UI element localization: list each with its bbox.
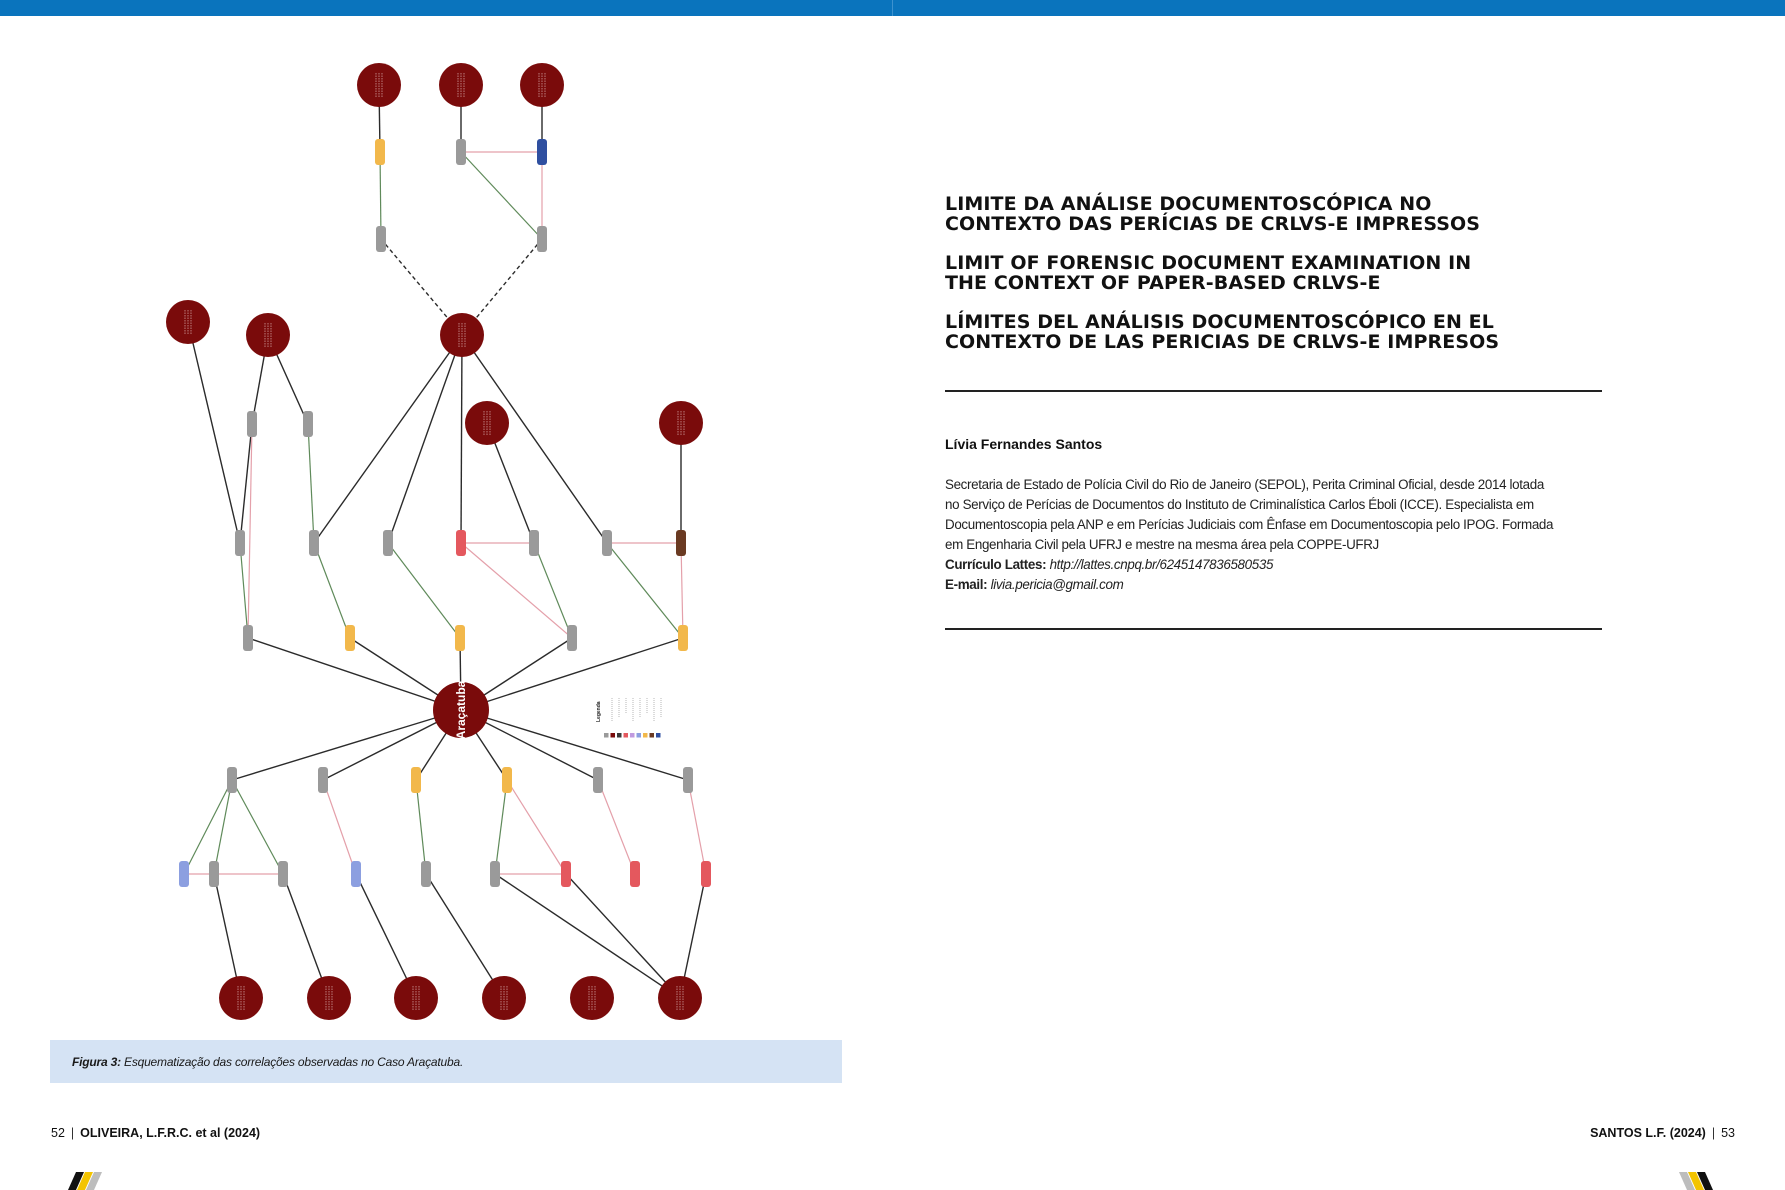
diagram-edge [461, 152, 542, 239]
figure-caption-body: Esquematização das correlações observadas no Caso Araçatuba. [120, 1054, 464, 1069]
figure-caption-label: Figura 3: [72, 1054, 121, 1069]
diagram-pill-node [602, 530, 612, 556]
running-citation-left: OLIVEIRA, L.F.R.C. et al (2024) [80, 1126, 261, 1140]
diagram-edge [607, 543, 683, 638]
figure-caption [50, 1040, 842, 1083]
lattes-label: Currículo Lattes: [945, 557, 1047, 572]
diagram-pill-node [593, 767, 603, 793]
diagram-circle-node [246, 313, 290, 357]
diagram-edges [184, 85, 706, 998]
diagram-edge [598, 780, 635, 874]
title-portuguese [945, 194, 1585, 234]
title-spanish [945, 312, 1585, 352]
diagram-legend [596, 698, 661, 738]
diagram-pill-node [490, 861, 500, 887]
diagram-pill-node [455, 625, 465, 651]
decorative-stripes-right [1675, 1172, 1735, 1190]
diagram-pill-node [383, 530, 393, 556]
divider-bottom [945, 628, 1602, 630]
diagram-edge [308, 424, 314, 543]
diagram-edge [388, 543, 460, 638]
diagram-pill-node [502, 767, 512, 793]
email-link[interactable]: livia.pericia@gmail.com [990, 577, 1124, 592]
legend-title: Legenda [596, 701, 602, 722]
diagram-edge [188, 322, 240, 543]
title-en-line-2: THE CONTEXT OF PAPER-BASED CRLVS-E [945, 272, 1381, 294]
diagram-pill-node [537, 139, 547, 165]
diagram-pill-node [537, 226, 547, 252]
legend-swatch [656, 733, 661, 738]
diagram-circle-node [658, 976, 702, 1020]
diagram-pill-node [235, 530, 245, 556]
diagram-pill-node [209, 861, 219, 887]
diagram-pill-node [630, 861, 640, 887]
diagram-edge [461, 335, 462, 543]
diagram-circle-node [570, 976, 614, 1020]
bio-line: em Engenharia Civil pela UFRJ e mestre na mesma área pela COPPE-UFRJ [945, 537, 1379, 552]
diagram-pill-node [376, 226, 386, 252]
diagram-circle-node [440, 313, 484, 357]
diagram-edge [495, 780, 507, 874]
diagram-edge [461, 543, 572, 638]
diagram-pill-node [421, 861, 431, 887]
diagram-circle-node [439, 63, 483, 107]
correlation-diagram [0, 0, 860, 1040]
legend-swatch [604, 733, 609, 738]
diagram-edge [688, 780, 706, 874]
figure-caption-text [72, 1055, 463, 1069]
diagram-pill-node [529, 530, 539, 556]
diagram-pill-node [701, 861, 711, 887]
diagram-nodes [166, 63, 711, 1020]
diagram-pill-node [683, 767, 693, 793]
diagram-edge [214, 780, 232, 874]
legend-swatch [650, 733, 655, 738]
diagram-pill-node [567, 625, 577, 651]
diagram-edge [507, 780, 566, 874]
diagram-edge [380, 152, 381, 239]
legend-items [612, 698, 661, 722]
diagram-pill-node [303, 411, 313, 437]
email-line [945, 575, 1585, 595]
legend-swatch [637, 733, 642, 738]
page-number-left: 52 [51, 1126, 65, 1140]
diagram-pill-node [351, 861, 361, 887]
diagram-pill-node [345, 625, 355, 651]
title-en-line-1: LIMIT OF FORENSIC DOCUMENT EXAMINATION IN [945, 252, 1472, 274]
legend-swatch [611, 733, 616, 738]
decorative-stripes-left [60, 1172, 120, 1190]
diagram-edge [232, 710, 461, 780]
diagram-pill-node [243, 625, 253, 651]
diagram-edge [184, 780, 232, 874]
footer-left [51, 1126, 260, 1140]
bio-line: no Serviço de Perícias de Documentos do Instituto de Criminalística Carlos Éboli (ICCE). Especialista em [945, 497, 1534, 512]
diagram-edge [323, 780, 356, 874]
diagram-pill-node [676, 530, 686, 556]
email-label: E-mail: [945, 577, 988, 592]
diagram-pill-node [678, 625, 688, 651]
diagram-pill-node [456, 139, 466, 165]
diagram-edge [416, 780, 426, 874]
diagram-pill-node [227, 767, 237, 793]
diagram-pill-node [278, 861, 288, 887]
header-bar-divider [892, 0, 893, 16]
diagram-circle-node [659, 401, 703, 445]
diagram-circle-node [520, 63, 564, 107]
diagram-pill-node [318, 767, 328, 793]
diagram-pill-node [411, 767, 421, 793]
author-bio [945, 475, 1585, 595]
bio-line: Secretaria de Estado de Polícia Civil do Rio de Janeiro (SEPOL), Perita Criminal Oficial, desde 2014 lotada [945, 477, 1544, 492]
diagram-circle-node [394, 976, 438, 1020]
diagram-edge [314, 543, 350, 638]
diagram-edge [681, 543, 683, 638]
footer-separator: | [1711, 1126, 1716, 1140]
footer-separator: | [70, 1126, 75, 1140]
diagram-circle-node [357, 63, 401, 107]
divider-top [945, 390, 1602, 392]
title-english [945, 253, 1585, 293]
title-pt-line-1: LIMITE DA ANÁLISE DOCUMENTOSCÓPICA NO [945, 193, 1432, 215]
diagram-pill-node [375, 139, 385, 165]
diagram-pill-node [179, 861, 189, 887]
diagram-pill-node [456, 530, 466, 556]
author-name: Lívia Fernandes Santos [945, 436, 1103, 452]
center-node-label: Araçatuba [454, 680, 468, 740]
lattes-line [945, 555, 1585, 575]
diagram-circle-node [166, 300, 210, 344]
running-citation-right: SANTOS L.F. (2024) [1590, 1126, 1706, 1140]
page-number-right: 53 [1721, 1126, 1735, 1140]
diagram-edge [388, 335, 462, 543]
diagram-circle-node [307, 976, 351, 1020]
legend-swatch [643, 733, 648, 738]
diagram-circle-node [465, 401, 509, 445]
legend-swatch [630, 733, 635, 738]
footer-right [1590, 1126, 1735, 1140]
diagram-pill-node [309, 530, 319, 556]
legend-swatch [617, 733, 622, 738]
diagram-edge [240, 543, 248, 638]
diagram-edge [232, 780, 283, 874]
legend-swatches [604, 733, 661, 738]
title-pt-line-2: CONTEXTO DAS PERÍCIAS DE CRLVS-E IMPRESSOS [945, 213, 1481, 235]
legend-swatch [624, 733, 629, 738]
diagram-pill-node [561, 861, 571, 887]
article-titles [945, 194, 1585, 371]
title-es-line-1: LÍMITES DEL ANÁLISIS DOCUMENTOSCÓPICO EN EL [945, 311, 1494, 333]
diagram-circle-node [219, 976, 263, 1020]
lattes-link[interactable]: http://lattes.cnpq.br/6245147836580535 [1049, 557, 1274, 572]
diagram-edge [314, 335, 462, 543]
diagram-pill-node [247, 411, 257, 437]
title-es-line-2: CONTEXTO DE LAS PERICIAS DE CRLVS-E IMPRESOS [945, 331, 1500, 353]
diagram-circle-node [482, 976, 526, 1020]
diagram-edge [534, 543, 572, 638]
bio-line: Documentoscopia pela ANP e em Perícias Judiciais com Ênfase em Documentoscopia pelo IPOG. Formada [945, 517, 1554, 532]
